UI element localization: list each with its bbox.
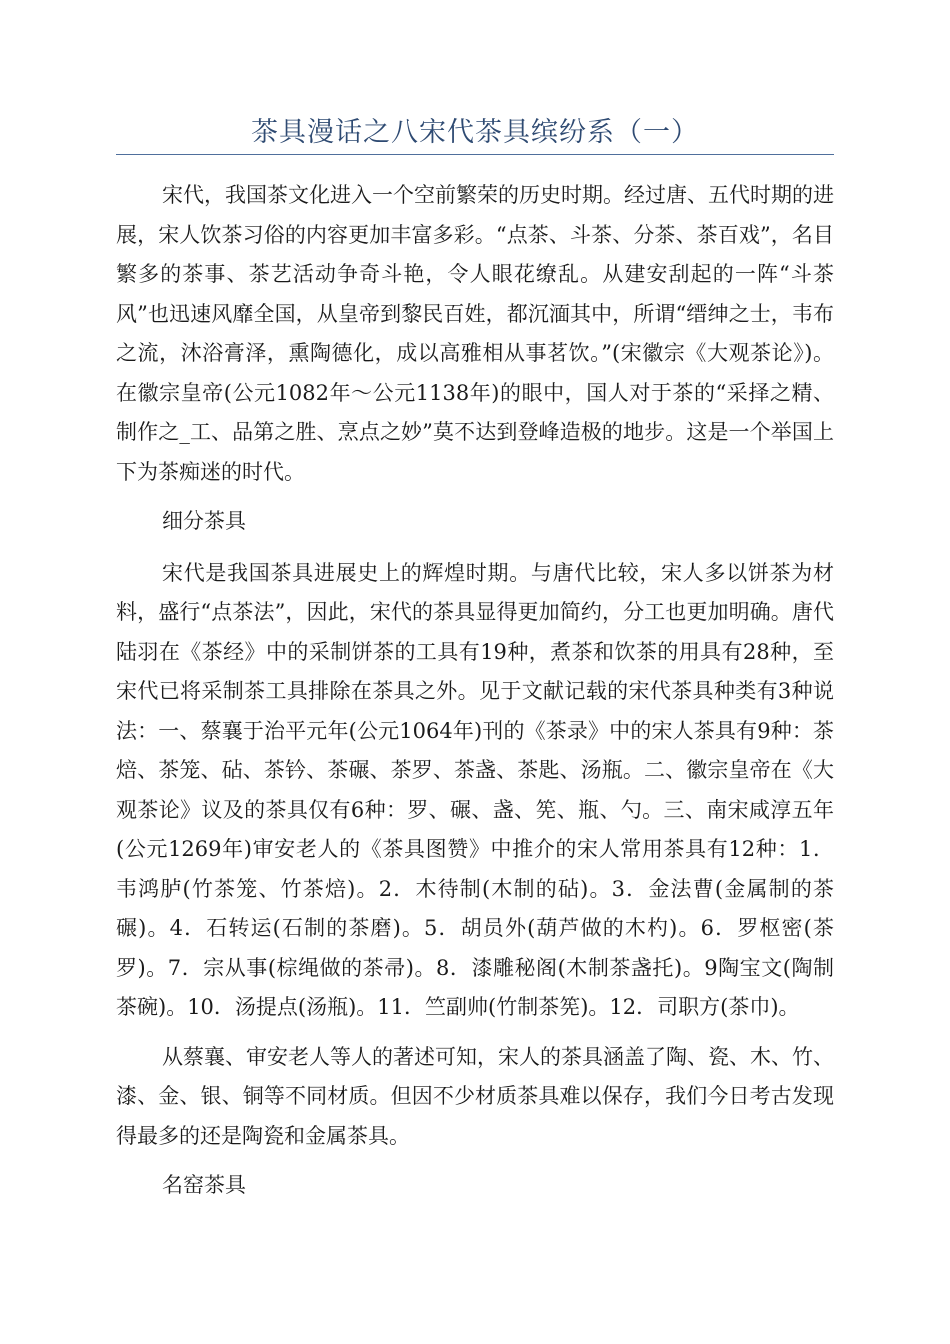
- paragraph-intro: 宋代，我国茶文化进入一个空前繁荣的历史时期。经过唐、五代时期的进展，宋人饮茶习俗的内容更加丰富多彩。“点茶、斗茶、分茶、茶百戏”，名目繁多的茶事、茶艺活动争奇斗艳，令人眼花缭乱。从建安刮起的一阵“斗茶风”也迅速风靡全国，从皇帝到黎民百姓，都沉湎其中，所谓“缙绅之士，韦布之流，沐浴膏泽，熏陶德化，成以高雅相从事茗饮。”(宋徽宗《大观茶论》)。在徽宗皇帝(公元1082年～公元1138年)的眼中，国人对于茶的“采择之精、制作之_工、品第之胜、烹点之妙”莫不达到登峰造极的地步。这是一个举国上下为茶痴迷的时代。: [116, 183, 834, 484]
- document-title: 茶具漫话之八宋代茶具缤纷系（一）: [251, 117, 699, 148]
- paragraph-materials: 从蔡襄、审安老人等人的著述可知，宋人的茶具涵盖了陶、瓷、木、竹、漆、金、银、铜等不同材质。但因不少材质茶具难以保存，我们今日考古发现得最多的还是陶瓷和金属茶具。: [116, 1044, 834, 1148]
- paragraph-tea-ware-types: 宋代是我国茶具进展史上的辉煌时期。与唐代比较，宋人多以饼茶为材料，盛行“点茶法”，因此，宋代的茶具显得更加简约，分工也更加明确。唐代陆羽在《茶经》中的采制饼茶的工具有19种，煮茶和饮茶的用具有28种，至宋代已将采制茶工具排除在茶具之外。见于文献记载的宋代茶具种类有3种说法：一、蔡襄于治平元年(公元1064年)刊的《茶录》中的宋人茶具有9种：茶焙、茶笼、砧、茶钤、茶碾、茶罗、茶盏、茶匙、汤瓶。二、徽宗皇帝在《大观茶论》议及的茶具仅有6种：罗、碾、盏、筅、瓶、勺。三、南宋咸淳五年(公元1269年)审安老人的《茶具图赞》中推介的宋人常用茶具有12种：1．韦鸿胪(竹茶笼、竹茶焙)。2．木待制(木制的砧)。3．金法曹(金属制的茶碾)。4．石转运(石制的茶磨)。5．胡员外(葫芦做的木杓)。6．罗枢密(茶罗)。7．宗从事(棕绳做的茶帚)。8．漆雕秘阁(木制茶盏托)。9陶宝文(陶制茶碗)。10．汤提点(汤瓶)。11．竺副帅(竹制茶筅)。12．司职方(茶巾)。: [116, 560, 834, 1019]
- title-underline: [116, 154, 834, 155]
- section-heading-tea-ware-categories: 细分茶具: [162, 509, 246, 533]
- section-heading-famous-kilns: 名窑茶具: [162, 1173, 246, 1197]
- document-body: [116, 176, 834, 1218]
